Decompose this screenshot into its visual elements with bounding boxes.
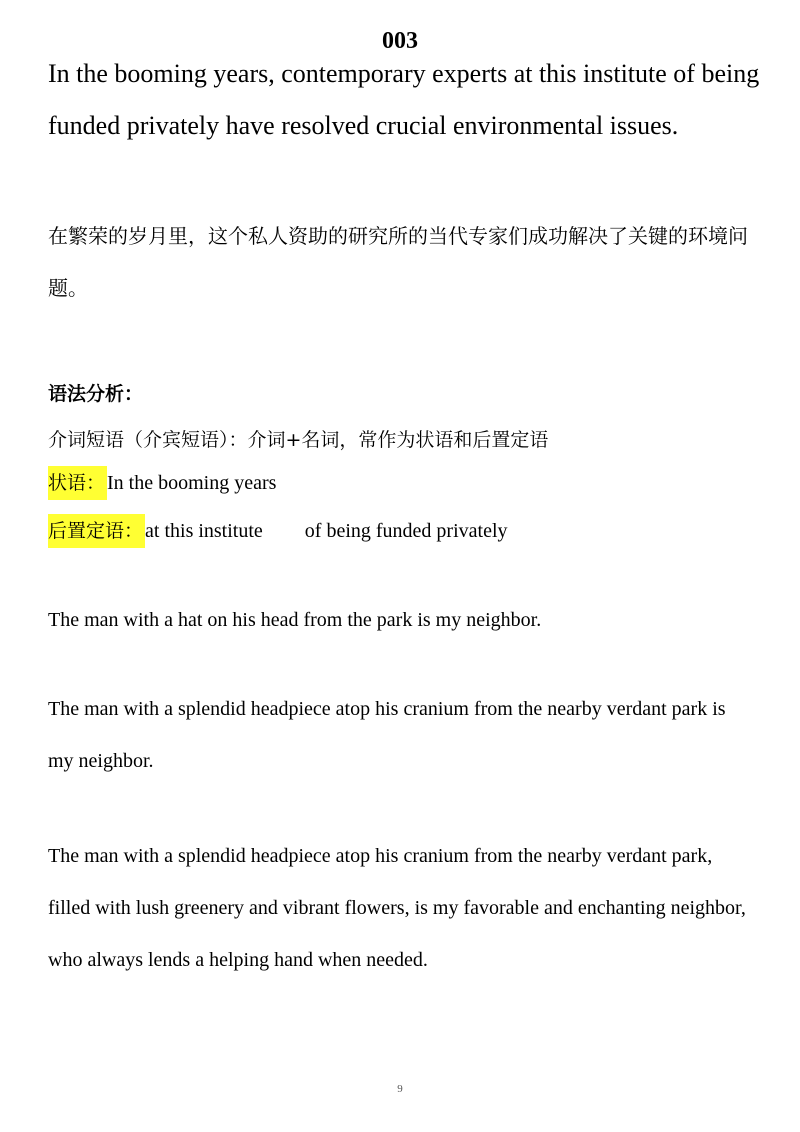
postmodifier-text-1: at this institute [145,520,263,542]
grammar-heading: 语法分析： [48,383,144,405]
grammar-definition: 介词短语（介宾短语）：介词+名词，常作为状语和后置定语 [48,429,549,451]
postmodifier-text-2: of being funded privately [304,520,508,542]
example-sentence-2: The man with a splendid headpiece atop his cranium from the nearby verdant park is my neighbor. [48,698,726,772]
adverbial-text: In the booming years [107,472,277,494]
example-sentence-1: The man with a hat on his head from the park is my neighbor. [48,609,542,631]
example-sentence-3: The man with a splendid headpiece atop his cranium from the nearby verdant park, filled with lush greenery and vibrant flowers, is my favorable and enchanting neighbor, who always lends a helping hand when needed. [48,845,746,971]
chinese-translation: 在繁荣的岁月里，这个私人资助的研究所的当代专家们成功解决了关键的环境问题。 [48,224,748,300]
adverbial-row [48,466,276,500]
adverbial-label: 状语： [48,466,107,500]
section-number: 003 [382,28,418,54]
postmodifier-label: 后置定语： [48,514,145,548]
english-sentence: In the booming years, contemporary experts at this institute of being funded privately have resolved crucial environmental issues. [48,59,760,140]
postmodifier-row [48,514,508,548]
page-number: 9 [397,1083,403,1095]
